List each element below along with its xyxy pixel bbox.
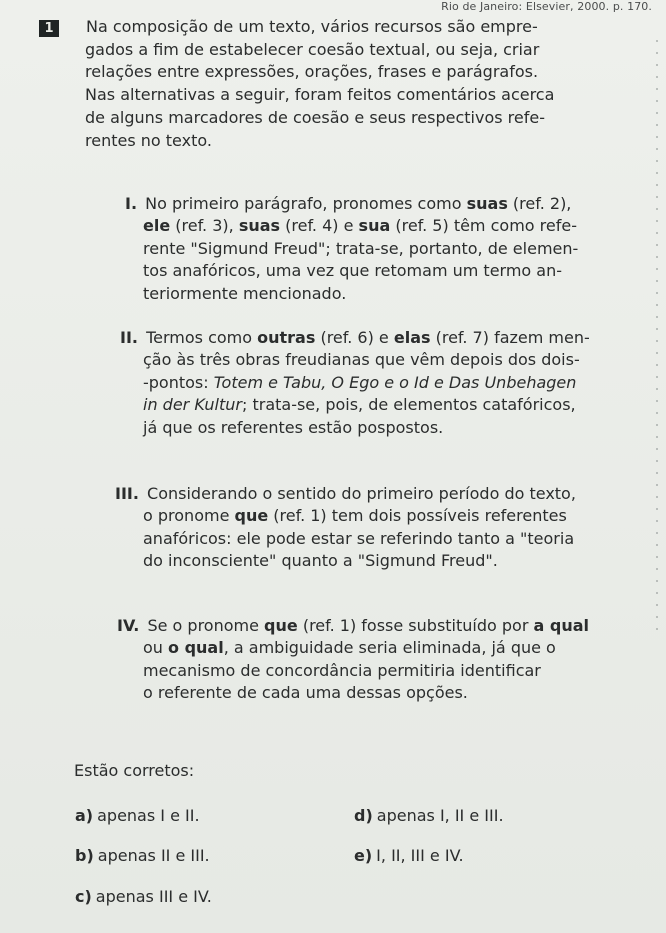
answer-option-b[interactable] <box>75 846 210 865</box>
statement-line: teriormente mencionado. <box>143 283 347 303</box>
statement-text: Termos como outras (ref. 6) e elas (ref. 7) fazem men- <box>146 328 590 347</box>
option-letter: c) <box>75 887 92 906</box>
option-letter: a) <box>75 806 94 825</box>
statement-iii <box>0 483 640 573</box>
intro-line: relações entre expressões, orações, frases e parágrafos. <box>85 62 539 82</box>
option-text: apenas II e III. <box>97 846 210 865</box>
statement-roman-numeral: II. <box>120 328 138 347</box>
answer-option-e[interactable] <box>354 846 464 865</box>
answer-option-a[interactable] <box>75 806 200 825</box>
statement-line: -pontos: Totem e Tabu, O Ego e o Id e Das Unbehagen <box>143 372 577 392</box>
statement-line <box>0 483 640 505</box>
statement-line: rente "Sigmund Freud"; trata-se, portanto, de elemen- <box>143 238 579 258</box>
answer-option-d[interactable] <box>354 806 504 825</box>
statement-i <box>0 193 640 305</box>
option-letter: b) <box>75 846 94 865</box>
statement-line: ele (ref. 3), suas (ref. 4) e sua (ref. 5) têm como refe- <box>143 216 577 236</box>
statement-line <box>0 327 640 349</box>
intro-line: de alguns marcadores de coesão e seus respectivos refe- <box>85 107 545 127</box>
intro-line: gados a fim de estabelecer coesão textual, ou seja, criar <box>85 39 540 59</box>
question-number-badge: 1 <box>39 20 59 37</box>
statement-text: Considerando o sentido do primeiro período do texto, <box>147 484 576 503</box>
option-text: I, II, III e IV. <box>376 846 464 865</box>
statement-text: No primeiro parágrafo, pronomes como suas (ref. 2), <box>145 194 572 213</box>
source-citation: Rio de Janeiro: Elsevier, 2000. p. 170. <box>441 0 652 13</box>
statement-line <box>0 615 640 637</box>
statement-line: mecanismo de concordância permitiria identificar <box>143 660 541 680</box>
intro-line: rentes no texto. <box>85 130 212 150</box>
statement-roman-numeral: III. <box>115 484 139 503</box>
option-text: apenas I, II e III. <box>376 806 504 825</box>
option-letter: e) <box>354 846 373 865</box>
statement-line: ção às três obras freudianas que vêm depois dos dois- <box>143 350 580 370</box>
question-intro <box>0 16 640 152</box>
statement-line: ou o qual, a ambiguidade seria eliminada, já que o <box>143 638 556 658</box>
intro-line: Nas alternativas a seguir, foram feitos comentários acerca <box>85 85 555 105</box>
statement-text: Se o pronome que (ref. 1) fosse substituído por a qual <box>147 616 589 635</box>
statement-line: tos anafóricos, uma vez que retomam um termo an- <box>143 261 563 281</box>
answer-prompt: Estão corretos: <box>74 761 195 780</box>
statement-line: o pronome que (ref. 1) tem dois possíveis referentes <box>143 506 567 526</box>
statement-line: já que os referentes estão pospostos. <box>143 417 444 437</box>
statement-roman-numeral: I. <box>125 194 138 213</box>
page-edge-marks <box>656 40 658 640</box>
option-letter: d) <box>354 806 373 825</box>
statement-line: do inconsciente" quanto a "Sigmund Freud". <box>143 551 498 571</box>
option-text: apenas I e II. <box>97 806 200 825</box>
intro-line: Na composição de um texto, vários recursos são empre- <box>86 17 538 36</box>
statement-line <box>0 193 640 215</box>
statement-ii <box>0 327 640 439</box>
statement-line: anafóricos: ele pode estar se referindo tanto a "teoria <box>143 528 575 548</box>
statement-roman-numeral: IV. <box>117 616 140 635</box>
statement-line: o referente de cada uma dessas opções. <box>143 683 468 703</box>
statement-line: in der Kultur; trata-se, pois, de elementos catafóricos, <box>143 395 576 415</box>
answer-option-c[interactable] <box>75 887 212 906</box>
statement-iv <box>0 615 640 705</box>
option-text: apenas III e IV. <box>95 887 212 906</box>
